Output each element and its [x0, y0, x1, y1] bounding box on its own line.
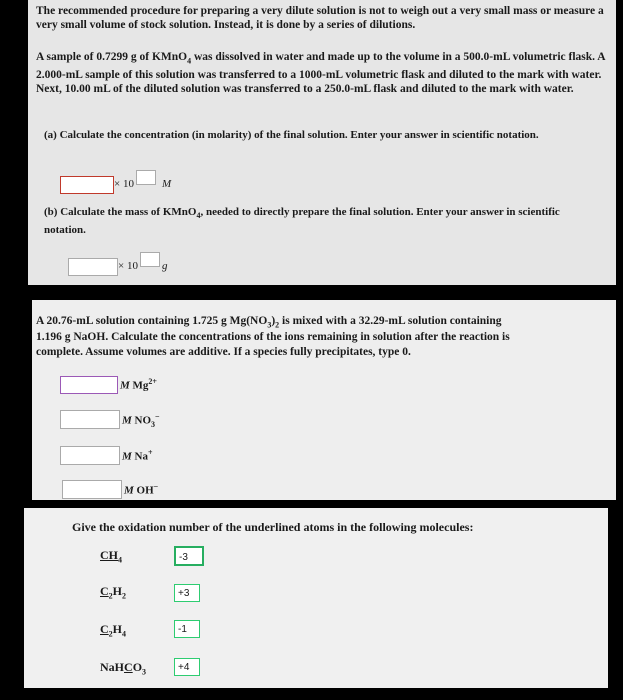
na-ion-label: M Na+	[122, 448, 153, 463]
part-a-times-ten: × 10	[114, 178, 134, 190]
formula-c2h2: $C_2H_2$	[100, 584, 127, 601]
part-b-times-ten: × 10	[118, 260, 138, 272]
mg-ion-label: M $Mg^{2+}$	[120, 377, 157, 392]
part-a-exponent-input[interactable]	[136, 170, 156, 185]
nahco3-oxidation-input[interactable]: +4	[174, 658, 200, 676]
part-b-exponent-input[interactable]	[140, 252, 160, 267]
problem3-title: Give the oxidation number of the underlined atoms in the following molecules:	[72, 520, 474, 534]
formula-nahco3: NaHCO$_3$	[100, 660, 147, 677]
ch4-oxidation-input[interactable]: -3	[174, 546, 204, 566]
no3-ion-label: M $NO_3^-$	[122, 412, 160, 429]
oxidation-number-panel	[24, 508, 608, 688]
problem2-line3: complete. Assume volumes are additive. If a species fully precipitates, type 0.	[36, 346, 411, 358]
mg-concentration-input[interactable]	[60, 376, 118, 394]
problem2-line2: 1.196 g NaOH. Calculate the concentrations of the ions remaining in solution after the reaction is	[36, 331, 510, 343]
part-a-mantissa-input[interactable]	[60, 176, 114, 194]
intro-text: The recommended procedure for preparing a very dilute solution is not to weigh out a very small mass or measure a very small volume of stock solution. Instead, it is done by a series of dilutions.	[36, 5, 604, 31]
part-b-mantissa-input[interactable]	[68, 258, 118, 276]
na-concentration-input[interactable]	[60, 446, 120, 465]
no3-concentration-input[interactable]	[60, 410, 120, 429]
part-a-unit: M	[162, 178, 172, 190]
problem2-line1: A 20.76-mL solution containing 1.725 g $Mg(NO_3)_2$ is mixed with a 32.29-mL solution containing	[36, 315, 502, 330]
formula-ch4: $CH_4$	[100, 548, 122, 565]
part-a-question: (a) Calculate the concentration (in molarity) of the final solution. Enter your answer in scientific notation.	[44, 129, 539, 141]
part-b-unit: g	[162, 260, 168, 272]
precipitation-problem-panel	[32, 300, 616, 500]
oh-concentration-input[interactable]	[62, 480, 122, 499]
c2h2-oxidation-input[interactable]: +3	[174, 584, 200, 602]
dilution-problem-panel	[28, 0, 616, 285]
part-b-question: (b) Calculate the mass of KMnO$_4$, needed to directly prepare the final solution. Enter your answer in scientific notation.	[44, 206, 560, 237]
c2h4-oxidation-input[interactable]: -1	[174, 620, 200, 638]
formula-c2h4: $C_2H_4$	[100, 622, 127, 639]
problem1-text: A sample of 0.7299 g of KMnO$_4$ was dissolved in water and made up to the volume in a 500.0-mL volumetric flask. A 2.000-mL sample of this solution was transferred to a 1000-mL volumetric flask and diluted to the mark with water. Next, 10.00 mL of the diluted solution was transferred to a 250.0-mL flask and diluted to the mark with water.	[36, 51, 605, 96]
oh-ion-label: M OH−	[124, 482, 159, 497]
